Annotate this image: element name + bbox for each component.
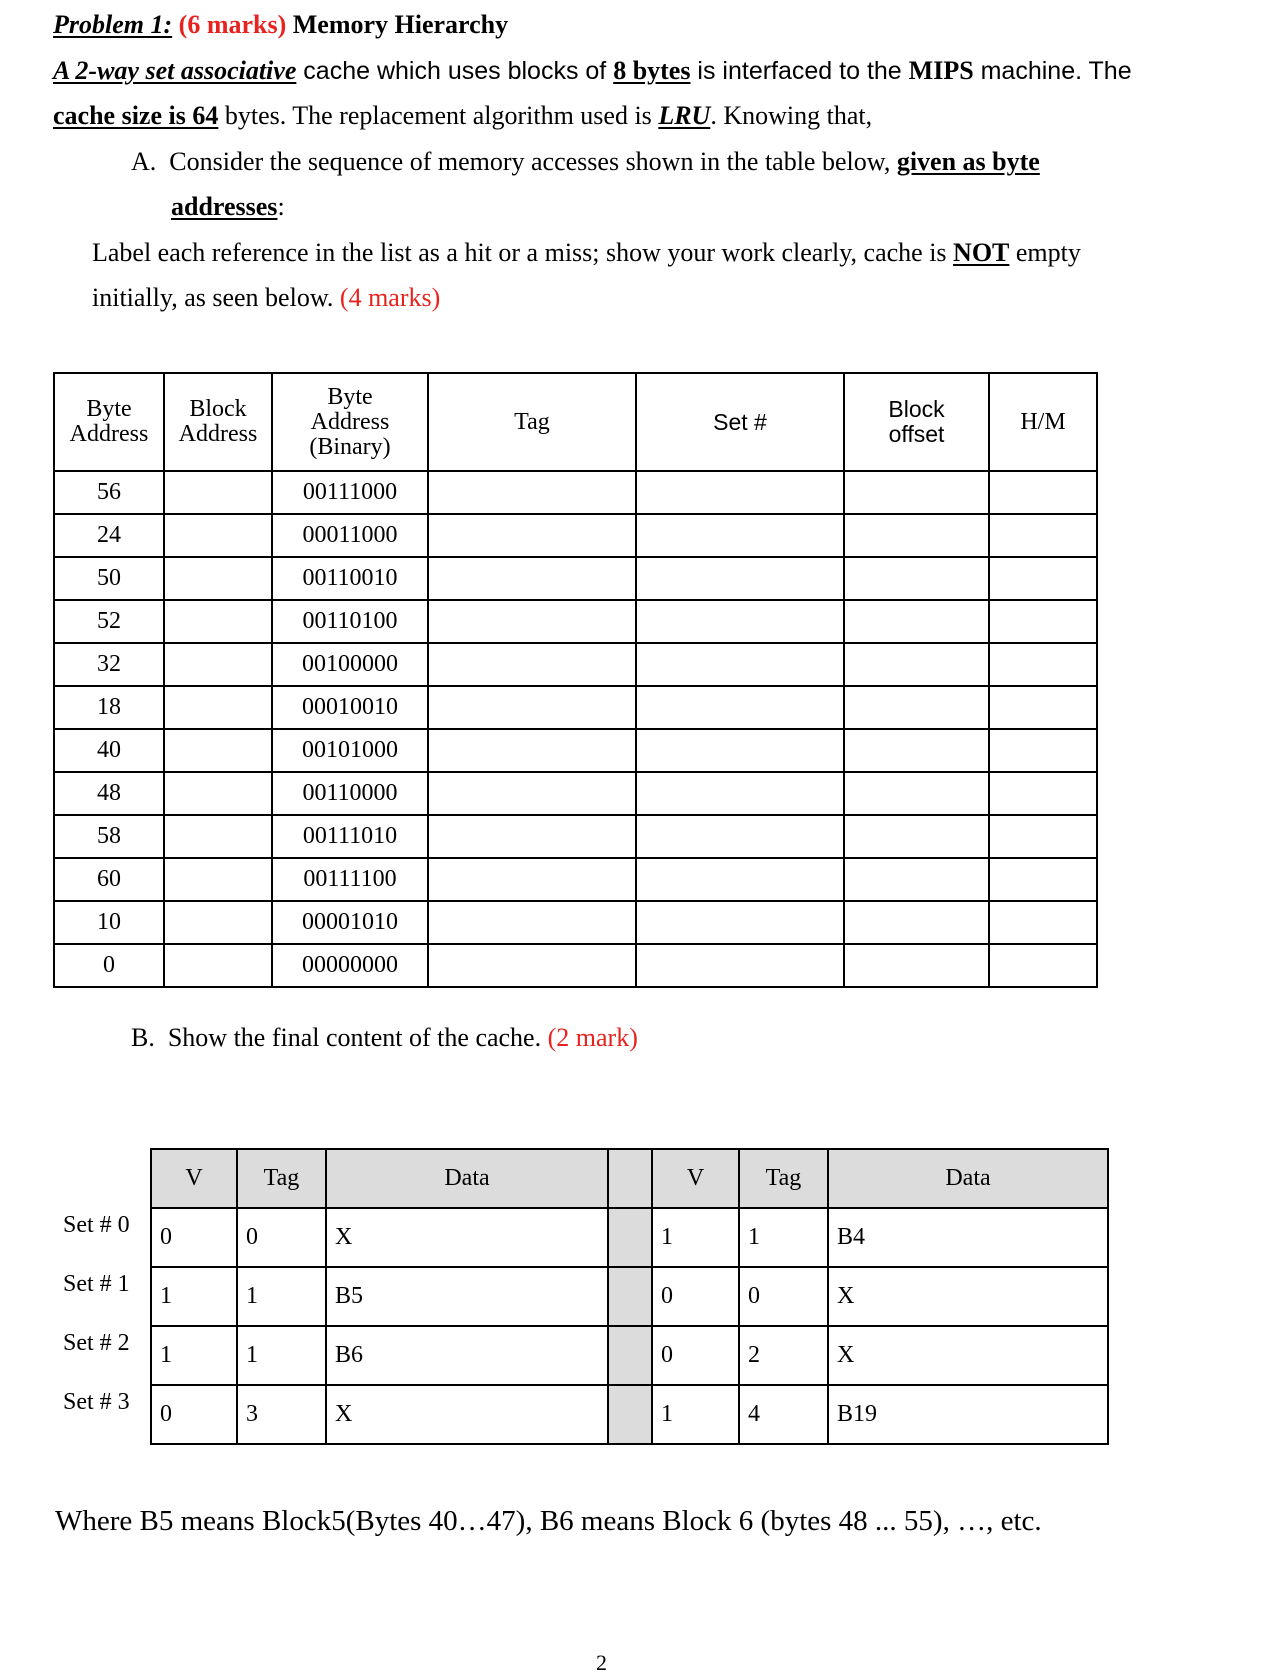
block-address-cell[interactable] [164, 514, 272, 557]
hit-miss-cell[interactable] [989, 729, 1097, 772]
table-row [54, 471, 1097, 514]
table-row [54, 944, 1097, 987]
intro-text: is interfaced to the [690, 57, 909, 85]
problem-heading [53, 10, 508, 40]
block-address-cell[interactable] [164, 901, 272, 944]
tag-cell[interactable] [428, 514, 636, 557]
partA-instr: empty [1009, 238, 1081, 267]
block-address-cell[interactable] [164, 815, 272, 858]
intro-line-2 [53, 101, 872, 131]
offset-cell[interactable] [844, 944, 989, 987]
way-separator [608, 1385, 652, 1444]
hdr-data-2: Data [828, 1149, 1108, 1208]
block-address-cell[interactable] [164, 643, 272, 686]
way-separator [608, 1326, 652, 1385]
table-row [54, 643, 1097, 686]
offset-cell[interactable] [844, 901, 989, 944]
intro-line-1 [53, 56, 1132, 86]
set-label: Set # 0 [63, 1212, 130, 1238]
hit-miss-cell[interactable] [989, 514, 1097, 557]
block-address-cell[interactable] [164, 772, 272, 815]
intro-text: machine. The [973, 57, 1132, 85]
way-separator [608, 1208, 652, 1267]
partA-marks: (4 marks) [339, 283, 441, 312]
intro-text: bytes. The replacement algorithm used is [218, 101, 659, 130]
offset-cell[interactable] [844, 557, 989, 600]
set-cell[interactable] [636, 815, 844, 858]
block-address-cell[interactable] [164, 858, 272, 901]
way2-data: B4 [828, 1208, 1108, 1267]
intro-assoc: A 2-way set associative [53, 56, 297, 85]
set-cell[interactable] [636, 557, 844, 600]
cache-set-row [151, 1208, 1108, 1267]
way2-valid: 0 [652, 1326, 739, 1385]
hit-miss-cell[interactable] [989, 901, 1097, 944]
binary-address-cell: 00100000 [272, 643, 428, 686]
hdr-v-2: V [652, 1149, 739, 1208]
way2-tag: 4 [739, 1385, 828, 1444]
problem-marks: (6 marks) [178, 10, 287, 39]
block-address-cell[interactable] [164, 471, 272, 514]
problem-label: Problem 1: [53, 10, 173, 39]
block-address-cell[interactable] [164, 600, 272, 643]
block-address-cell[interactable] [164, 686, 272, 729]
binary-address-cell: 00111100 [272, 858, 428, 901]
way2-tag: 2 [739, 1326, 828, 1385]
byte-address-cell: 60 [54, 858, 164, 901]
table-row [54, 858, 1097, 901]
col-offset: Block offset [844, 373, 989, 471]
hit-miss-cell[interactable] [989, 557, 1097, 600]
way1-tag: 0 [237, 1208, 326, 1267]
way1-data: B6 [326, 1326, 608, 1385]
binary-address-cell: 00111010 [272, 815, 428, 858]
hit-miss-cell[interactable] [989, 815, 1097, 858]
binary-address-cell: 00011000 [272, 514, 428, 557]
partB-text: Show the final content of the cache. [167, 1023, 548, 1052]
byte-address-cell: 40 [54, 729, 164, 772]
offset-cell[interactable] [844, 643, 989, 686]
way1-valid: 1 [151, 1326, 237, 1385]
binary-address-cell: 00110010 [272, 557, 428, 600]
set-cell[interactable] [636, 901, 844, 944]
partB-heading [131, 1023, 638, 1053]
hit-miss-cell[interactable] [989, 772, 1097, 815]
hit-miss-cell[interactable] [989, 944, 1097, 987]
byte-address-cell: 52 [54, 600, 164, 643]
way2-valid: 0 [652, 1267, 739, 1326]
binary-address-cell: 00101000 [272, 729, 428, 772]
way1-valid: 0 [151, 1385, 237, 1444]
intro-block-size: 8 bytes [613, 56, 691, 85]
set-label: Set # 2 [63, 1330, 130, 1356]
col-block-address: Block Address [164, 373, 272, 471]
offset-cell[interactable] [844, 815, 989, 858]
tag-cell[interactable] [428, 686, 636, 729]
way2-data: X [828, 1267, 1108, 1326]
partA-instr: Label each reference in the list as a hit or a miss; show your work clearly, cache is [92, 238, 954, 267]
hdr-v-1: V [151, 1149, 237, 1208]
partB-marks: (2 mark) [547, 1023, 638, 1052]
problem-title: Memory Hierarchy [292, 10, 509, 39]
set-cell[interactable] [636, 471, 844, 514]
cache-header-row [151, 1149, 1108, 1208]
col-byte-address: Byte Address [54, 373, 164, 471]
cache-set-row [151, 1385, 1108, 1444]
tag-cell[interactable] [428, 815, 636, 858]
hit-miss-cell[interactable] [989, 471, 1097, 514]
col-hm: H/M [989, 373, 1097, 471]
offset-cell[interactable] [844, 729, 989, 772]
set-cell[interactable] [636, 944, 844, 987]
tag-cell[interactable] [428, 643, 636, 686]
way2-valid: 1 [652, 1385, 739, 1444]
table-header-row [54, 373, 1097, 471]
binary-address-cell: 00001010 [272, 901, 428, 944]
tag-cell[interactable] [428, 471, 636, 514]
col-set: Set # [636, 373, 844, 471]
set-label: Set # 3 [63, 1389, 130, 1415]
binary-address-cell: 00111000 [272, 471, 428, 514]
tag-cell[interactable] [428, 557, 636, 600]
cache-set-row [151, 1267, 1108, 1326]
hit-miss-cell[interactable] [989, 643, 1097, 686]
set-cell[interactable] [636, 643, 844, 686]
partA-instructions-2 [92, 283, 440, 313]
footnote: Where B5 means Block5(Bytes 40…47), B6 means Block 6 (bytes 48 ... 55), …, etc. [55, 1505, 1042, 1537]
way1-tag: 3 [237, 1385, 326, 1444]
partA-line-2 [171, 192, 285, 222]
offset-cell[interactable] [844, 600, 989, 643]
tag-cell[interactable] [428, 772, 636, 815]
byte-address-cell: 0 [54, 944, 164, 987]
hdr-data-1: Data [326, 1149, 608, 1208]
table-row [54, 901, 1097, 944]
hit-miss-cell[interactable] [989, 686, 1097, 729]
partA-emph: addresses [171, 192, 278, 221]
binary-address-cell: 00110100 [272, 600, 428, 643]
way1-valid: 1 [151, 1267, 237, 1326]
table-row [54, 729, 1097, 772]
way2-data: X [828, 1326, 1108, 1385]
table-row [54, 600, 1097, 643]
set-label: Set # 1 [63, 1271, 130, 1297]
col-tag: Tag [428, 373, 636, 471]
way1-data: X [326, 1385, 608, 1444]
table-row [54, 686, 1097, 729]
binary-address-cell: 00110000 [272, 772, 428, 815]
byte-address-cell: 32 [54, 643, 164, 686]
set-cell[interactable] [636, 858, 844, 901]
block-address-cell[interactable] [164, 729, 272, 772]
byte-address-cell: 48 [54, 772, 164, 815]
way1-tag: 1 [237, 1326, 326, 1385]
partA-line-1 [131, 147, 1040, 177]
tag-cell[interactable] [428, 600, 636, 643]
tag-cell[interactable] [428, 858, 636, 901]
tag-cell[interactable] [428, 944, 636, 987]
set-cell[interactable] [636, 600, 844, 643]
table-row [54, 772, 1097, 815]
way1-tag: 1 [237, 1267, 326, 1326]
way1-data: B5 [326, 1267, 608, 1326]
way2-tag: 0 [739, 1267, 828, 1326]
hdr-tag-2: Tag [739, 1149, 828, 1208]
offset-cell[interactable] [844, 514, 989, 557]
byte-address-cell: 50 [54, 557, 164, 600]
partA-text: Consider the sequence of memory accesses shown in the table below, [169, 147, 897, 176]
intro-mips: MIPS [908, 56, 974, 85]
col-binary: Byte Address (Binary) [272, 373, 428, 471]
hit-miss-cell[interactable] [989, 600, 1097, 643]
way2-valid: 1 [652, 1208, 739, 1267]
byte-address-cell: 56 [54, 471, 164, 514]
table-row [54, 815, 1097, 858]
cache-content-table [150, 1148, 1109, 1445]
partA-not: NOT [953, 238, 1010, 267]
way1-valid: 0 [151, 1208, 237, 1267]
set-cell[interactable] [636, 686, 844, 729]
offset-cell[interactable] [844, 772, 989, 815]
intro-text: . Knowing that, [710, 101, 873, 130]
partB-label: B. [131, 1023, 155, 1052]
partA-instr: initially, as seen below. [92, 283, 340, 312]
offset-cell[interactable] [844, 686, 989, 729]
set-cell[interactable] [636, 772, 844, 815]
hdr-tag-1: Tag [237, 1149, 326, 1208]
hit-miss-cell[interactable] [989, 858, 1097, 901]
set-cell[interactable] [636, 514, 844, 557]
intro-text: cache which uses blocks of [296, 57, 614, 85]
way1-data: X [326, 1208, 608, 1267]
offset-cell[interactable] [844, 858, 989, 901]
way2-data: B19 [828, 1385, 1108, 1444]
table-row [54, 557, 1097, 600]
partA-instructions-1 [92, 238, 1081, 268]
partA-text: : [277, 192, 285, 221]
memory-access-table [53, 372, 1098, 988]
table-row [54, 514, 1097, 557]
binary-address-cell: 00010010 [272, 686, 428, 729]
cache-set-row [151, 1326, 1108, 1385]
set-cell[interactable] [636, 729, 844, 772]
page-number: 2 [596, 1650, 607, 1675]
partA-emph: given as byte [896, 147, 1040, 176]
block-address-cell[interactable] [164, 944, 272, 987]
tag-cell[interactable] [428, 729, 636, 772]
offset-cell[interactable] [844, 471, 989, 514]
way-separator [608, 1267, 652, 1326]
tag-cell[interactable] [428, 901, 636, 944]
byte-address-cell: 58 [54, 815, 164, 858]
byte-address-cell: 18 [54, 686, 164, 729]
byte-address-cell: 24 [54, 514, 164, 557]
block-address-cell[interactable] [164, 557, 272, 600]
binary-address-cell: 00000000 [272, 944, 428, 987]
partA-label: A. [131, 147, 157, 176]
way2-tag: 1 [739, 1208, 828, 1267]
byte-address-cell: 10 [54, 901, 164, 944]
intro-cache-size: cache size is 64 [53, 101, 219, 130]
way-separator [608, 1149, 652, 1208]
intro-lru: LRU [658, 101, 711, 130]
